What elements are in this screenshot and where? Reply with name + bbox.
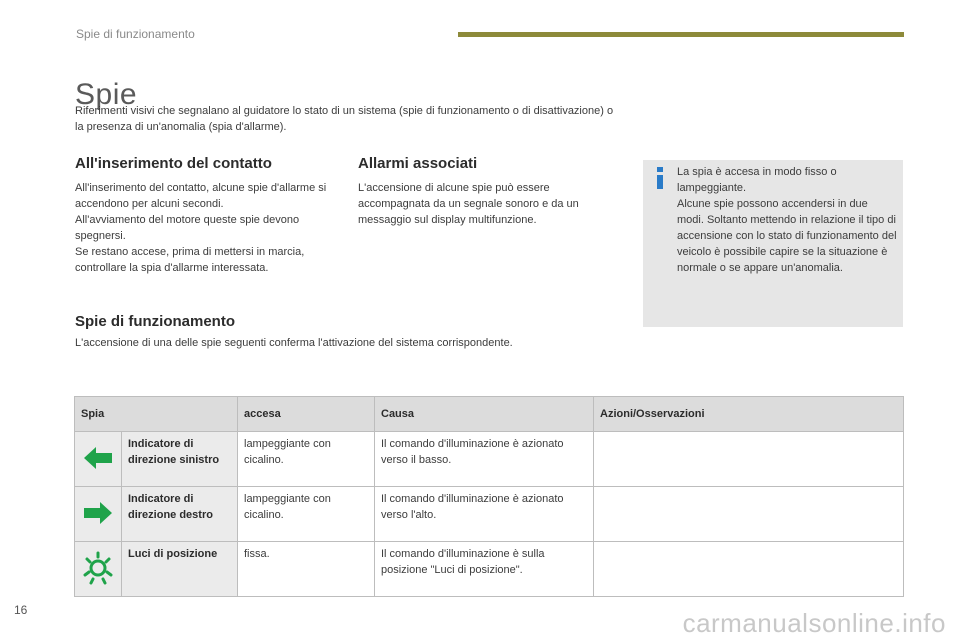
lamp-icon-cell: [75, 542, 122, 597]
watermark: carmanualsonline.info: [682, 608, 946, 638]
lamp-table: [74, 396, 904, 597]
ignition-column: [75, 156, 345, 276]
header-rule: [458, 32, 904, 37]
lamp-state: fissa.: [238, 542, 375, 597]
header-accesa: accesa: [238, 397, 375, 432]
lamp-icon-cell: [75, 432, 122, 487]
page-title: Spie: [75, 78, 138, 112]
alarms-heading: Allarmi associati: [358, 155, 478, 172]
intro-text: Riferimenti visivi che segnalano al guidatore lo stato di un sistema (spie di funzionamento o di disattivazione) o la presenza di un'anomalia (spia d'allarme).: [75, 105, 614, 133]
alarms-paragraph: L'accensione di alcune spie può essere accompagnata da un segnale sonoro e da un messaggio sul display multifunzione.: [358, 182, 579, 226]
lamp-name: Luci di posizione: [122, 542, 238, 597]
table-row: [75, 487, 904, 542]
page-number: 16: [14, 603, 28, 617]
position-lights-icon: [81, 551, 115, 585]
lamp-cause: Il comando d'illuminazione è sulla posizione "Luci di posizione".: [375, 542, 594, 597]
info-paragraph: La spia è accesa in modo fisso o lampeggiante.: [677, 166, 837, 194]
running-header: Spie di funzionamento: [76, 27, 195, 41]
info-text: [677, 164, 897, 276]
table-header-row: [75, 397, 904, 432]
lamp-icon-cell: [75, 487, 122, 542]
arrow-left-icon: [82, 446, 114, 470]
lamp-cause: Il comando d'illuminazione è azionato verso il basso.: [375, 432, 594, 487]
header-causa: Causa: [375, 397, 594, 432]
info-icon: [656, 167, 664, 189]
info-paragraph: Alcune spie possono accendersi in due modi. Soltanto mettendo in relazione il tipo di accensione con lo stato di funzionamento del veicolo è possibile capire se la situazione è normale o se appare un'anomalia.: [677, 198, 897, 274]
lamp-name: Indicatore di direzione destro: [122, 487, 238, 542]
table-row: [75, 432, 904, 487]
section-intro: L'accensione di una delle spie seguenti conferma l'attivazione del sistema corrispondente.: [75, 337, 513, 349]
lamp-action: [594, 432, 904, 487]
ignition-paragraph: All'inserimento del contatto, alcune spie d'allarme si accendono per alcuni secondi.: [75, 182, 327, 210]
arrow-right-icon: [82, 501, 114, 525]
alarms-column: [358, 156, 613, 228]
lamp-action: [594, 542, 904, 597]
lamp-action: [594, 487, 904, 542]
section-title: Spie di funzionamento: [75, 313, 235, 330]
ignition-paragraph: Se restano accese, prima di mettersi in marcia, controllare la spia d'allarme interessata.: [75, 246, 305, 274]
lamp-name: Indicatore di direzione sinistro: [122, 432, 238, 487]
ignition-paragraph: All'avviamento del motore queste spie devono spegnersi.: [75, 214, 300, 242]
header-azioni: Azioni/Osservazioni: [594, 397, 904, 432]
lamp-state: lampeggiante con cicalino.: [238, 487, 375, 542]
table-row: [75, 542, 904, 597]
ignition-heading: All'inserimento del contatto: [75, 155, 272, 172]
lamp-cause: Il comando d'illuminazione è azionato verso l'alto.: [375, 487, 594, 542]
header-spia: Spia: [75, 397, 238, 432]
lamp-state: lampeggiante con cicalino.: [238, 432, 375, 487]
